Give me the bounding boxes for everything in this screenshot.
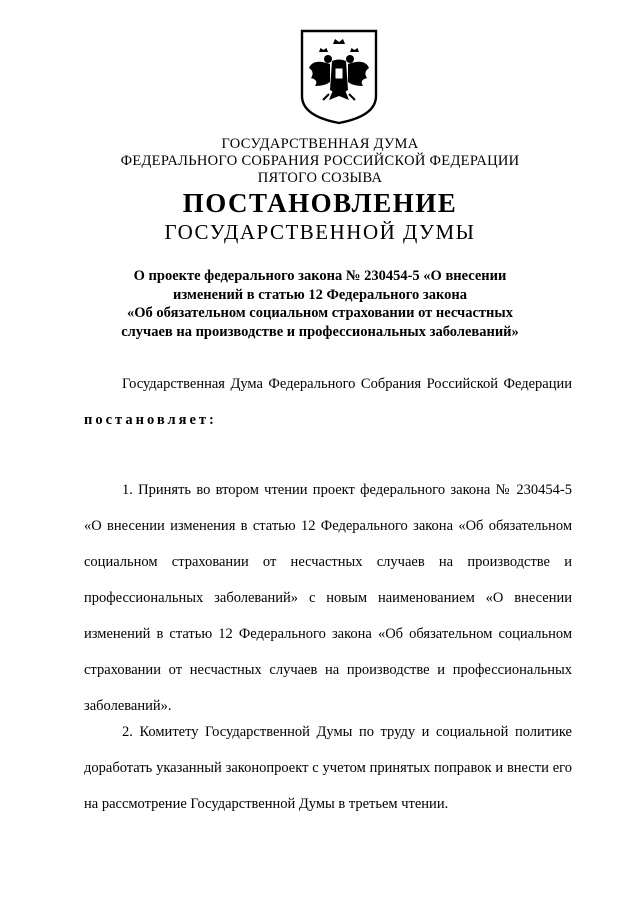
subject-line-3: «Об обязательном социальном страховании от несчастных <box>127 305 513 322</box>
item-2-paragraph: 2. Комитету Государственной Думы по труду и социальной политике доработать указанный законопроект с учетом принятых поправок и внести его на рассмотрение Государственной Думы в третьем чтении. <box>84 724 572 812</box>
item-1-paragraph: 1. Принять во втором чтении проект федерального закона № 230454-5 «О внесении изменения в статью 12 Федерального закона «Об обязательном социальном страховании от несчастных случаев на производстве и профессиональных заболеваний» с новым наименованием «О внесении изменений в статью 12 Федерального закона «Об обязательном социальном страховании от несчастных случаев на производстве и профессиональных заболеваний». <box>84 482 572 714</box>
subject-line-4: случаев на производстве и профессиональных заболеваний» <box>121 324 519 341</box>
document-subject <box>100 267 540 342</box>
header-line-1: ГОСУДАРСТВЕННАЯ ДУМА <box>221 136 419 152</box>
preamble-paragraph <box>84 366 572 438</box>
subject-line-1: О проекте федерального закона № 230454-5 «О внесении <box>133 268 507 284</box>
russian-coat-of-arms-icon <box>299 28 379 126</box>
document-title: ПОСТАНОВЛЕНИЕ <box>182 188 458 218</box>
header-line-2: ФЕДЕРАЛЬНОГО СОБРАНИЯ РОССИЙСКОЙ ФЕДЕРАЦИИ <box>120 153 520 169</box>
preamble-text: Государственная Дума Федерального Собрания Российской Федерации <box>122 376 572 392</box>
header-line-3: ПЯТОГО СОЗЫВА <box>257 170 383 186</box>
document-subtitle: ГОСУДАРСТВЕННОЙ ДУМЫ <box>164 220 476 244</box>
preamble-emphasis: постановляет: <box>84 412 217 428</box>
issuing-body-header <box>0 136 640 187</box>
subject-line-2: изменений в статью 12 Федерального закона <box>173 286 467 303</box>
